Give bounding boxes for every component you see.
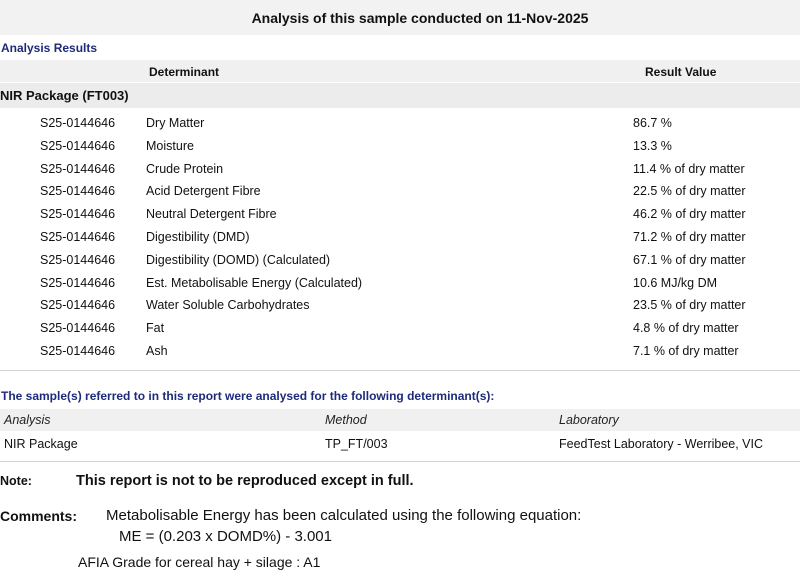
analysis-results-heading: Analysis Results — [1, 41, 98, 55]
package-row — [0, 83, 800, 108]
sample-id-cell: S25-0144646 — [40, 207, 116, 222]
determinant-cell: Digestibility (DOMD) (Calculated) — [146, 252, 331, 267]
result-value-cell: 46.2 % of dry matter — [633, 207, 746, 222]
comments-equation: ME = (0.203 x DOMD%) - 3.001 — [119, 528, 332, 545]
table-row — [0, 184, 800, 206]
sample-id-cell: S25-0144646 — [40, 252, 116, 267]
note-text: This report is not to be reproduced except in full. — [76, 473, 414, 489]
method-column-header: Method — [325, 413, 367, 427]
section-divider — [0, 461, 800, 462]
result-value-cell: 4.8 % of dry matter — [633, 321, 739, 336]
report-title: Analysis of this sample conducted on 11-Nov-2025 — [251, 9, 589, 26]
table-row — [0, 230, 800, 252]
table-row — [0, 139, 800, 161]
determinant-cell: Neutral Detergent Fibre — [146, 207, 277, 222]
laboratory-column-header: Laboratory — [559, 413, 619, 427]
determinant-cell: Acid Detergent Fibre — [146, 184, 261, 199]
determinant-cell: Digestibility (DMD) — [146, 230, 250, 244]
table-row — [0, 321, 800, 343]
determinant-cell: Moisture — [146, 138, 194, 153]
sample-id-cell: S25-0144646 — [40, 275, 116, 290]
table-row — [0, 253, 800, 275]
determinant-cell: Crude Protein — [146, 161, 224, 176]
result-value-cell: 22.5 % of dry matter — [633, 184, 746, 199]
comments-equation-intro: Metabolisable Energy has been calculated using the following equation: — [106, 507, 582, 524]
result-value-column-header: Result Value — [645, 65, 717, 79]
determinant-cell: Ash — [146, 344, 168, 358]
result-value-cell: 86.7 % — [633, 116, 672, 130]
result-value-cell: 7.1 % of dry matter — [633, 344, 739, 358]
table-row — [0, 116, 800, 138]
report-header — [0, 0, 800, 35]
sample-id-cell: S25-0144646 — [40, 298, 116, 313]
sample-id-cell: S25-0144646 — [40, 184, 116, 199]
results-column-header — [0, 60, 800, 82]
result-value-cell: 71.2 % of dry matter — [633, 230, 746, 244]
result-value-cell: 13.3 % — [633, 138, 672, 153]
sample-id-cell: S25-0144646 — [40, 138, 116, 153]
sample-id-cell: S25-0144646 — [40, 344, 116, 358]
determinant-column-header: Determinant — [149, 65, 220, 79]
sample-id-cell: S25-0144646 — [40, 230, 116, 244]
table-row — [0, 207, 800, 229]
table-row — [0, 344, 800, 366]
table-row — [0, 162, 800, 184]
methods-column-header — [0, 409, 800, 431]
note-label: Note: — [0, 474, 32, 488]
method-code-cell: TP_FT/003 — [325, 437, 388, 451]
table-row — [0, 276, 800, 298]
method-laboratory-cell: FeedTest Laboratory - Werribee, VIC — [559, 437, 764, 451]
section-divider — [0, 370, 800, 371]
determinant-cell: Water Soluble Carbohydrates — [146, 298, 310, 313]
package-title: NIR Package (FT003) — [0, 88, 129, 103]
result-value-cell: 11.4 % of dry matter — [633, 161, 745, 176]
sample-id-cell: S25-0144646 — [40, 321, 116, 336]
comments-label: Comments: — [0, 508, 78, 524]
method-analysis-cell: NIR Package — [4, 437, 78, 451]
sample-id-cell: S25-0144646 — [40, 116, 116, 130]
sample-id-cell: S25-0144646 — [40, 161, 116, 176]
result-value-cell: 67.1 % of dry matter — [633, 252, 746, 267]
result-value-cell: 10.6 MJ/kg DM — [633, 275, 718, 290]
determinant-cell: Dry Matter — [146, 116, 205, 130]
result-value-cell: 23.5 % of dry matter — [633, 298, 746, 313]
methods-heading: The sample(s) referred to in this report were analysed for the following determinant(s): — [1, 389, 495, 403]
table-row — [0, 298, 800, 320]
analysis-column-header: Analysis — [4, 413, 51, 427]
afia-grade: AFIA Grade for cereal hay + silage : A1 — [78, 554, 321, 570]
determinant-cell: Est. Metabolisable Energy (Calculated) — [146, 275, 363, 290]
determinant-cell: Fat — [146, 321, 165, 336]
